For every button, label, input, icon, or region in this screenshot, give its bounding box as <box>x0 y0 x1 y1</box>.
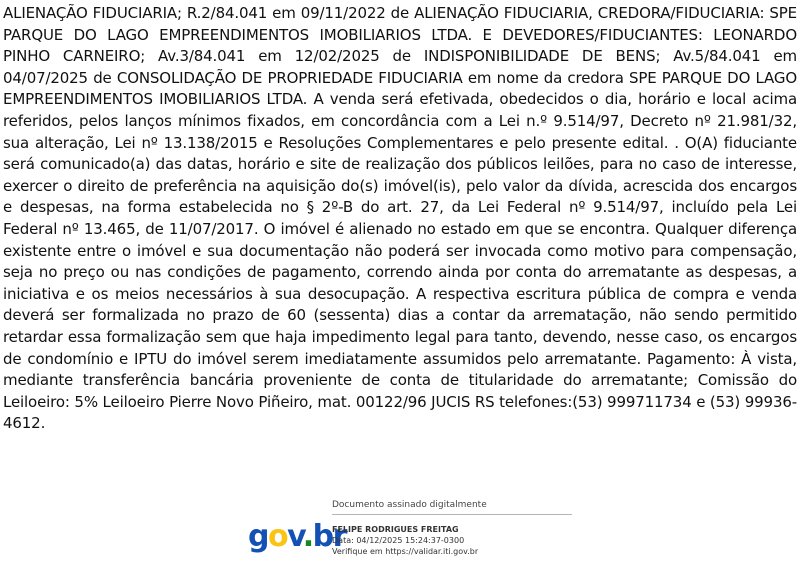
gov-logo-letter-o: o <box>267 519 288 554</box>
signer-name: FELIPE RODRIGUES FREITAG <box>332 525 459 534</box>
gov-logo-letter-v: v <box>287 519 303 554</box>
gov-logo-dot: . <box>302 519 313 554</box>
signature-divider <box>332 514 572 515</box>
document-body-text: ALIENAÇÃO FIDUCIARIA; R.2/84.041 em 09/11/2022 de ALIENAÇÃO FIDUCIARIA, CREDORA/FIDUCIARIA: SPE PARQUE DO LAGO EMPREENDIMENTOS IMOBILIARIOS LTDA. E DEVEDORES/FIDUCIANTES: LEONARDO PINHO CARNEIRO; Av.3/84.041 em 12/02/2025 de INDISPONIBILIDADE DE BENS; Av.5/84.041 em 04/07/2025 de CONSOLIDAÇÃO DE PROPRIEDADE FIDUCIARIA em nome da credora SPE PARQUE DO LAGO EMPREENDIMENTOS IMOBILIARIOS LTDA. A venda será efetivada, obedecidos o dia, horário e local acima referidos, pelos lanços mínimos fixados, em concordância com a Lei n.º 9.514/97, Decreto nº 21.981/32, sua alteração, Lei nº 13.138/2015 e Resoluções Complementares e pelo presente edital. . O(A) fiduciante será comunicado(a) das datas, horário e site de realização dos públicos leilões, para no caso de interesse, exercer o direito de preferência na aquisição do(s) imóvel(is), pelo valor da dívida, acrescida dos encargos e despesas, na forma estabelecida no § 2º-B do art. 27, da Lei Federal nº 9.514/97, incluído pela Lei Federal nº 13.465, de 11/07/2017. O imóvel é alienado no estado em que se encontra. Qualquer diferença existente entre o imóvel e sua documentação não poderá ser invocada como motivo para compensação, seja no preço ou nas condições de pagamento, correndo ainda por conta do arrematante as despesas, a iniciativa e os meios necessários à sua desocupação. A respectiva escritura pública de compra e venda deverá ser formalizada no prazo de 60 (sessenta) dias a contar da arrematação, não sendo permitido retardar essa formalização sem que haja impedimento legal para tanto, devendo, nesse caso, os encargos de condomínio e IPTU do imóvel serem imediatamente assumidos pelo arrematante. Pagamento: À vista, mediante transferência bancária proveniente de conta de titularidade do arrematante; Comissão do Leiloeiro: 5% Leiloeiro Pierre Novo Piñeiro, mat. 00122/96 JUCIS RS telefones:(53) 999711734 e (53) 99936-4612. <box>3 4 797 433</box>
signature-verify-link: Verifique em https://validar.iti.gov.br <box>332 547 479 556</box>
digital-signature-stamp <box>248 497 568 573</box>
gov-logo-br: br <box>312 519 346 554</box>
signature-heading: Documento assinado digitalmente <box>332 500 487 510</box>
gov-logo-letter-g: g <box>248 519 268 554</box>
signature-date: Data: 04/12/2025 15:24:37-0300 <box>332 536 465 545</box>
